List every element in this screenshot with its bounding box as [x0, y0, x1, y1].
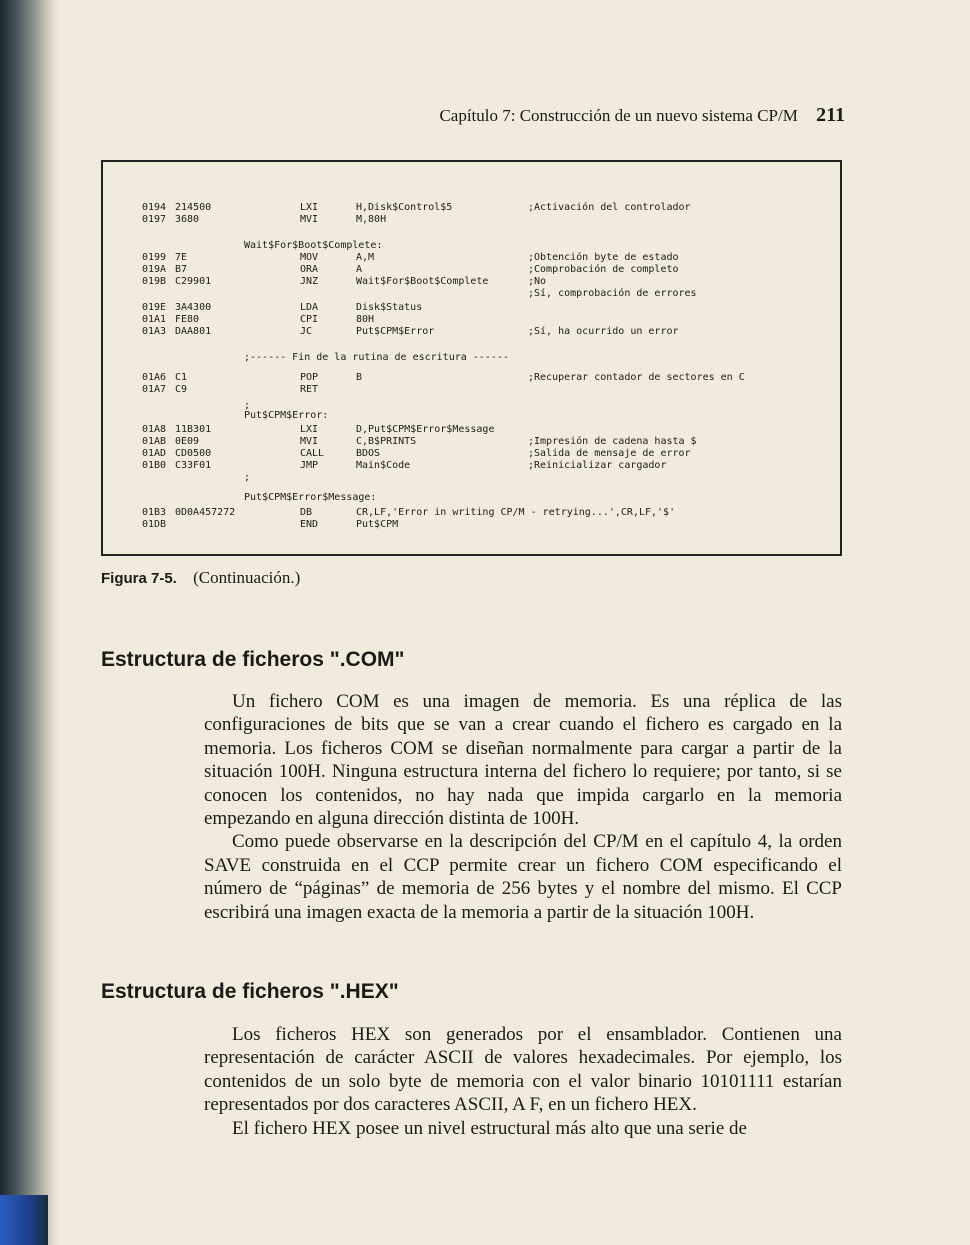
code-bytes: 11B301	[175, 424, 212, 435]
code-op: END	[300, 519, 319, 530]
code-bytes: C33F01	[175, 460, 212, 471]
code-arg: D,Put$CPM$Error$Message	[356, 424, 495, 435]
code-addr: 01B3	[142, 507, 167, 518]
section-body-com	[204, 690, 842, 924]
code-addr: 01A6	[142, 372, 167, 383]
section-title-hex: Estructura de ficheros ".HEX"	[101, 980, 399, 1003]
code-op: LXI	[300, 202, 319, 213]
code-comment: ;Obtención byte de estado	[528, 252, 679, 263]
code-bytes: FE80	[175, 314, 200, 325]
code-op: CALL	[300, 448, 325, 459]
code-addr: 0197	[142, 214, 167, 225]
code-bytes: 0E09	[175, 436, 200, 447]
code-op: CPI	[300, 314, 319, 325]
code-label: Wait$For$Boot$Complete:	[244, 240, 383, 251]
code-bytes: C29901	[175, 276, 212, 287]
code-arg: Wait$For$Boot$Complete	[356, 276, 489, 287]
code-addr: 01A8	[142, 424, 167, 435]
code-arg: Main$Code	[356, 460, 411, 471]
code-comment: ;No	[528, 276, 547, 287]
code-bytes: B7	[175, 264, 188, 275]
code-bytes: 3680	[175, 214, 200, 225]
code-comment: ;Salida de mensaje de error	[528, 448, 691, 459]
code-bytes: 0D0A457272	[175, 507, 236, 518]
chapter-title: Capítulo 7: Construcción de un nuevo sistema CP/M	[439, 106, 798, 125]
code-arg: Put$CPM$Error	[356, 326, 435, 337]
code-op: MVI	[300, 214, 319, 225]
code-label: Put$CPM$Error$Message:	[244, 492, 377, 503]
code-op: MVI	[300, 436, 319, 447]
code-op: ORA	[300, 264, 319, 275]
code-bytes: 7E	[175, 252, 188, 263]
book-spine-shadow	[0, 0, 58, 1245]
code-bytes: CD0500	[175, 448, 212, 459]
code-arg: 80H	[356, 314, 375, 325]
code-comment: ;Reinicializar cargador	[528, 460, 667, 471]
figure-caption	[101, 568, 300, 588]
page-header	[300, 104, 845, 127]
code-op: JNZ	[300, 276, 319, 287]
code-op: LDA	[300, 302, 319, 313]
code-arg: B	[356, 372, 363, 383]
code-arg: A,M	[356, 252, 375, 263]
code-op: DB	[300, 507, 313, 518]
code-op: POP	[300, 372, 319, 383]
code-arg: H,Disk$Control$5	[356, 202, 453, 213]
code-bytes: 214500	[175, 202, 212, 213]
code-addr: 01AD	[142, 448, 167, 459]
code-label: ;	[244, 400, 251, 411]
code-addr: 019E	[142, 302, 167, 313]
paragraph: El fichero HEX posee un nivel estructural más alto que una serie de	[232, 1117, 747, 1139]
code-label: ;	[244, 472, 251, 483]
paragraph: Los ficheros HEX son generados por el ensamblador. Contienen una representación de carácter ASCII de valores hexadecimales. Por ejemplo, los contenidos de un solo byte de memoria con el valor binario 10101111 estarían representados por dos caracteres ASCII, A F, en un fichero HEX.	[204, 1024, 842, 1116]
code-addr: 01A3	[142, 326, 167, 337]
code-arg: Disk$Status	[356, 302, 423, 313]
code-comment: ;Sí, ha ocurrido un error	[528, 326, 679, 337]
code-addr: 0194	[142, 202, 167, 213]
code-label: Put$CPM$Error:	[244, 410, 329, 421]
code-addr: 01A7	[142, 384, 167, 395]
code-addr: 01A1	[142, 314, 167, 325]
code-comment: ;Comprobación de completo	[528, 264, 679, 275]
code-op: MOV	[300, 252, 319, 263]
code-arg: M,80H	[356, 214, 387, 225]
code-arg: CR,LF,'Error in writing CP/M - retrying...',CR,LF,'$'	[356, 507, 676, 518]
code-label: ;------ Fin de la rutina de escritura ------	[244, 352, 509, 363]
figure-label: Figura 7-5.	[101, 570, 177, 587]
code-arg: A	[356, 264, 363, 275]
code-op: RET	[300, 384, 319, 395]
page-number: 211	[816, 104, 845, 126]
code-addr: 0199	[142, 252, 167, 263]
section-title-com: Estructura de ficheros ".COM"	[101, 648, 405, 671]
code-op: LXI	[300, 424, 319, 435]
code-addr: 01B0	[142, 460, 167, 471]
figure-caption-text: (Continuación.)	[193, 568, 301, 587]
code-addr: 01DB	[142, 519, 167, 530]
code-listing-box	[101, 160, 842, 556]
code-arg: Put$CPM	[356, 519, 399, 530]
code-arg: BDOS	[356, 448, 381, 459]
code-bytes: DAA801	[175, 326, 212, 337]
code-comment: ;Recuperar contador de sectores en C	[528, 372, 745, 383]
code-comment: ;Sí, comprobación de errores	[528, 288, 697, 299]
code-comment: ;Activación del controlador	[528, 202, 691, 213]
code-addr: 019A	[142, 264, 167, 275]
code-addr: 019B	[142, 276, 167, 287]
code-op: JMP	[300, 460, 319, 471]
code-comment: ;Impresión de cadena hasta $	[528, 436, 697, 447]
code-addr: 01AB	[142, 436, 167, 447]
paragraph: Un fichero COM es una imagen de memoria. Es una réplica de las configuraciones de bits que se van a crear cuando el fichero es cargado en la memoria. Los ficheros COM se diseñan normalmente para cargar a partir de la situación 100H. Ninguna estructura interna del fichero lo requiere; por tanto, si se conocen los contenidos, no hay nada que impida cargarlo en la memoria empezando en alguna dirección distinta de 100H.	[204, 691, 842, 830]
book-edge	[0, 1195, 48, 1245]
code-arg: C,B$PRINTS	[356, 436, 417, 447]
code-bytes: 3A4300	[175, 302, 212, 313]
code-op: JC	[300, 326, 313, 337]
section-body-hex	[204, 1023, 842, 1140]
code-bytes: C1	[175, 372, 188, 383]
paragraph: Como puede observarse en la descripción del CP/M en el capítulo 4, la orden SAVE construida en el CCP permite crear un fichero COM especificando el número de “páginas” de memoria de 256 bytes y el nombre del mismo. El CCP escribirá una imagen exacta de la memoria a partir de la situación 100H.	[204, 831, 842, 923]
code-bytes: C9	[175, 384, 188, 395]
